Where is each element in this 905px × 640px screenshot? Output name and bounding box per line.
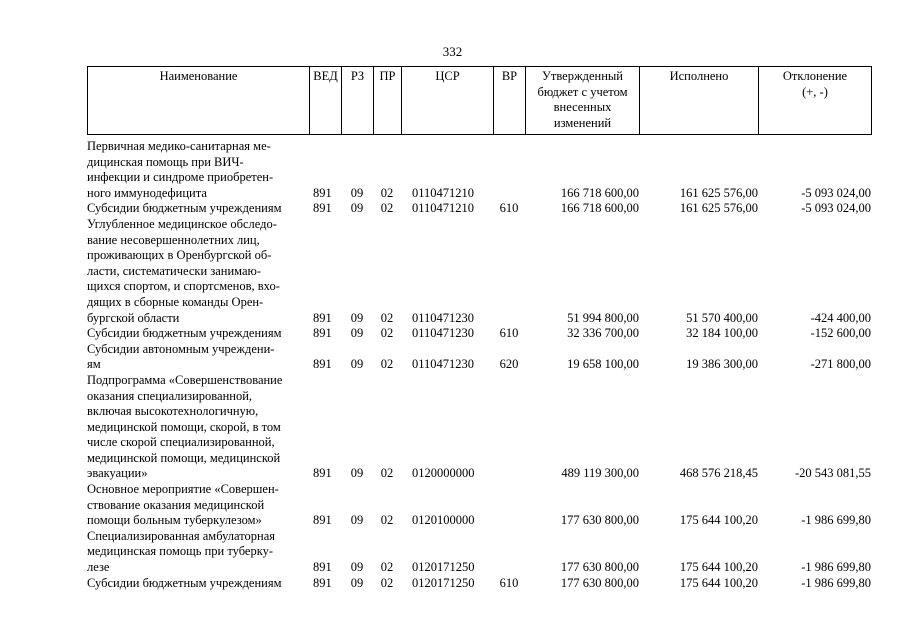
cell-ved: 891 [313,513,332,528]
cell-name: Основное мероприятие «Совершен- ствование оказания медицинской помощи больным туберкулезом» [87,482,279,528]
cell-pr: 02 [380,310,394,325]
cell-ved: 891 [313,560,332,575]
cell-name: Субсидии бюджетным учреждениям [87,201,282,216]
cell-approved: 51 994 800,00 [567,310,639,325]
cell-rz: 09 [350,357,364,372]
cell-pr: 02 [380,326,394,341]
cell-name: Первичная медико-санитарная ме- дицинская помощь при ВИЧ- инфекции и синдроме приобретен- ного иммунодефицита [87,139,274,200]
cell-rz: 09 [350,326,364,341]
cell-vr: 610 [499,201,519,216]
cell-rz: 09 [350,575,364,590]
table-row [87,342,871,373]
cell-rz: 09 [350,513,364,528]
cell-deviation: -5 093 024,00 [801,201,871,216]
header-csr: ЦСР [402,67,494,135]
table-header [87,66,872,135]
cell-ved: 891 [313,466,332,481]
cell-rz: 09 [350,310,364,325]
cell-rz: 09 [350,560,364,575]
cell-deviation: -271 800,00 [810,357,871,372]
cell-csr: 0120000000 [412,466,475,481]
table-row [87,326,871,342]
cell-executed: 175 644 100,20 [679,560,758,575]
cell-executed: 175 644 100,20 [679,575,758,590]
header-executed: Исполнено [640,67,759,135]
cell-ved: 891 [313,185,332,200]
cell-deviation: -1 986 699,80 [801,575,871,590]
cell-executed: 161 625 576,00 [679,201,758,216]
cell-ved: 891 [313,326,332,341]
cell-ved: 891 [313,575,332,590]
cell-csr: 0110471210 [412,201,475,216]
cell-deviation: -5 093 024,00 [801,185,871,200]
cell-pr: 02 [380,513,394,528]
cell-pr: 02 [380,185,394,200]
cell-deviation: -152 600,00 [810,326,871,341]
cell-executed: 19 386 300,00 [686,357,758,372]
header-deviation: Отклонение (+, -) [759,67,872,135]
header-vr: ВР [494,67,526,135]
cell-deviation: -1 986 699,80 [801,560,871,575]
cell-csr: 0120171250 [412,560,475,575]
header-approved: Утвержденный бюджет с учетом внесенных изменений [526,67,640,135]
cell-csr: 0120100000 [412,513,475,528]
cell-approved: 32 336 700,00 [567,326,639,341]
cell-executed: 161 625 576,00 [679,185,758,200]
cell-approved: 166 718 600,00 [560,201,639,216]
cell-approved: 177 630 800,00 [560,513,639,528]
cell-executed: 175 644 100,20 [679,513,758,528]
cell-rz: 09 [350,466,364,481]
cell-name: Субсидии автономным учреждени- ям [87,341,275,372]
page-number: 332 [442,44,463,59]
cell-executed: 32 184 100,00 [686,326,758,341]
header-rz: РЗ [342,67,374,135]
cell-name: Углубленное медицинское обследо- вание несовершеннолетних лиц, проживающих в Оренбургской об- ласти, систематически занимаю- щихся спортом, и спортсменов, вхо- дящих в сборные команды Орен- бургской области [87,216,280,325]
header-ved: ВЕД [310,67,342,135]
cell-rz: 09 [350,201,364,216]
cell-csr: 0110471230 [412,326,475,341]
table-row [87,139,871,201]
cell-approved: 19 658 100,00 [567,357,639,372]
cell-vr: 610 [499,326,519,341]
cell-vr: 620 [499,357,519,372]
cell-executed: 51 570 400,00 [686,310,758,325]
cell-vr: 610 [499,575,519,590]
cell-ved: 891 [313,357,332,372]
cell-rz: 09 [350,185,364,200]
cell-csr: 0110471230 [412,357,475,372]
table-row [87,529,871,576]
table-row [87,217,871,326]
cell-approved: 177 630 800,00 [560,560,639,575]
cell-name: Субсидии бюджетным учреждениям [87,326,282,341]
table-row [87,373,871,482]
table-row [87,576,871,592]
cell-deviation: -1 986 699,80 [801,513,871,528]
cell-pr: 02 [380,575,394,590]
cell-executed: 468 576 218,45 [679,466,758,481]
cell-approved: 177 630 800,00 [560,575,639,590]
cell-approved: 166 718 600,00 [560,185,639,200]
cell-name: Специализированная амбулаторная медицинская помощь при туберку- лезе [87,528,276,575]
cell-pr: 02 [380,466,394,481]
cell-deviation: -424 400,00 [810,310,871,325]
header-pr: ПР [374,67,402,135]
cell-approved: 489 119 300,00 [561,466,639,481]
cell-pr: 02 [380,560,394,575]
cell-csr: 0110471210 [412,185,475,200]
header-name: Наименование [88,67,310,135]
cell-pr: 02 [380,201,394,216]
cell-csr: 0120171250 [412,575,475,590]
table-row [87,482,871,529]
cell-csr: 0110471230 [412,310,475,325]
cell-pr: 02 [380,357,394,372]
cell-ved: 891 [313,201,332,216]
table-row [87,201,871,217]
cell-ved: 891 [313,310,332,325]
cell-name: Подпрограмма «Совершенствование оказания специализированной, включая высокотехнологичную, медицинской помощи, скорой, в том числе скорой специализированной, медицинской помощи, медицинской эвакуации» [87,372,283,481]
table-body [87,139,871,591]
cell-name: Субсидии бюджетным учреждениям [87,575,282,590]
cell-deviation: -20 543 081,55 [794,466,871,481]
